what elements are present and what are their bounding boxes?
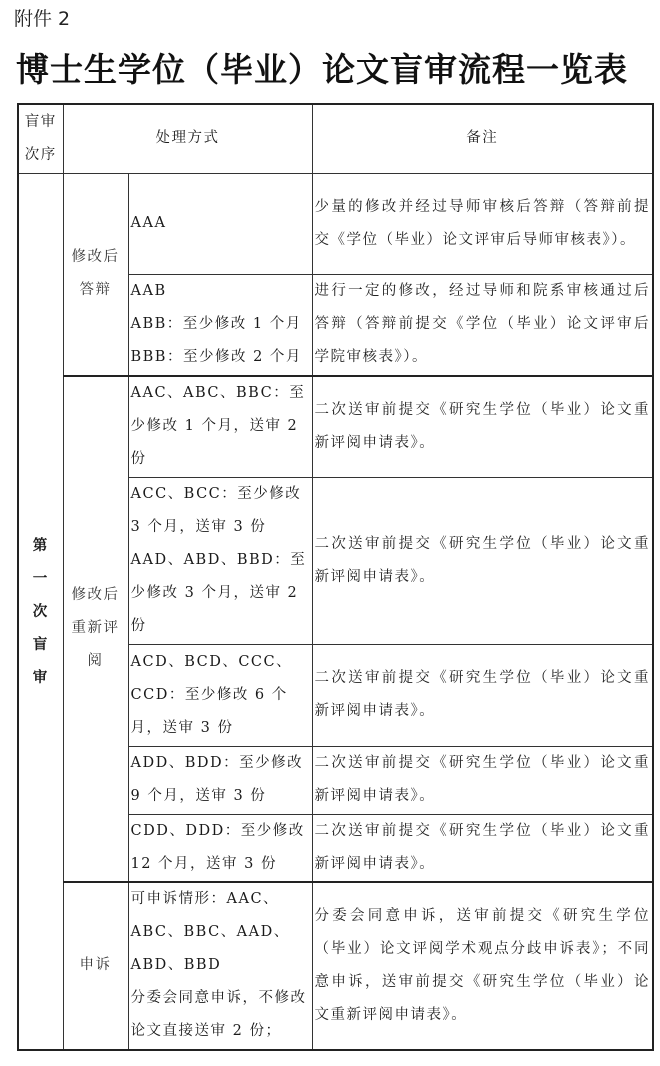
grade-line: ACC、BCC：至少修改 3 个月，送审 3 份 bbox=[130, 486, 302, 535]
group-appeal: 申诉 bbox=[63, 882, 128, 1050]
grade-cell: ADD、BDD：至少修改 9 个月，送审 3 份 bbox=[128, 746, 312, 814]
grade-line: 分委会同意申诉，不修改论文直接送审 2 份； bbox=[130, 990, 307, 1039]
grade-cell: CDD、DDD：至少修改 12 个月，送审 3 份 bbox=[128, 814, 312, 882]
table-row bbox=[18, 173, 653, 274]
note-cell: 二次送审前提交《研究生学位（毕业）论文重新评阅申请表》。 bbox=[312, 477, 653, 644]
round-char: 盲 bbox=[32, 635, 49, 653]
group-re-review-after-revision: 修改后重新评阅 bbox=[63, 376, 128, 882]
table-row bbox=[18, 376, 653, 477]
table-header-row bbox=[18, 104, 653, 173]
round-char: 审 bbox=[32, 668, 49, 686]
note-cell: 二次送审前提交《研究生学位（毕业）论文重新评阅申请表》。 bbox=[312, 746, 653, 814]
grade-cell: ACD、BCD、CCC、CCD：至少修改 6 个月，送审 3 份 bbox=[128, 644, 312, 746]
table-row bbox=[18, 882, 653, 1050]
header-handling: 处理方式 bbox=[63, 104, 312, 173]
grade-cell bbox=[128, 882, 312, 1050]
blind-review-flow-table bbox=[17, 103, 654, 1051]
round-label-first-review bbox=[18, 173, 63, 1050]
grade-line: ABB：至少修改 1 个月 bbox=[130, 316, 302, 333]
header-notes: 备注 bbox=[312, 104, 653, 173]
note-cell: 分委会同意申诉，送审前提交《研究生学位（毕业）论文评阅学术观点分歧申诉表》；不同意申诉，送审前提交《研究生学位（毕业）论文重新评阅申请表》。 bbox=[312, 882, 653, 1050]
attachment-label: 附件 2 bbox=[14, 8, 71, 30]
note-cell: 二次送审前提交《研究生学位（毕业）论文重新评阅申请表》。 bbox=[312, 814, 653, 882]
grade-cell bbox=[128, 274, 312, 376]
grade-cell: AAC、ABC、BBC：至少修改 1 个月，送审 2 份 bbox=[128, 376, 312, 477]
document-title: 博士生学位（毕业）论文盲审流程一览表 bbox=[16, 50, 628, 89]
grade-line: AAB bbox=[130, 283, 167, 300]
note-cell: 二次送审前提交《研究生学位（毕业）论文重新评阅申请表》。 bbox=[312, 376, 653, 477]
note-cell: 少量的修改并经过导师审核后答辩（答辩前提交《学位（毕业）论文评审后导师审核表》）。 bbox=[312, 173, 653, 274]
grade-line: BBB：至少修改 2 个月 bbox=[130, 349, 302, 366]
note-cell: 进行一定的修改，经过导师和院系审核通过后答辩（答辩前提交《学位（毕业）论文评审后学院审核表》）。 bbox=[312, 274, 653, 376]
grade-cell bbox=[128, 477, 312, 644]
group-defense-after-revision: 修改后答辩 bbox=[63, 173, 128, 376]
round-char: 一 bbox=[32, 569, 49, 587]
header-round: 盲审次序 bbox=[18, 104, 63, 173]
note-cell: 二次送审前提交《研究生学位（毕业）论文重新评阅申请表》。 bbox=[312, 644, 653, 746]
grade-line: 可申诉情形：AAC、ABC、BBC、AAD、ABD、BBD bbox=[130, 891, 290, 973]
round-char: 第 bbox=[32, 536, 49, 554]
grade-line: AAA bbox=[130, 215, 167, 231]
grade-cell bbox=[128, 173, 312, 274]
round-char: 次 bbox=[32, 602, 49, 620]
grade-line: AAD、ABD、BBD：至少修改 3 个月，送审 2 份 bbox=[130, 552, 307, 634]
